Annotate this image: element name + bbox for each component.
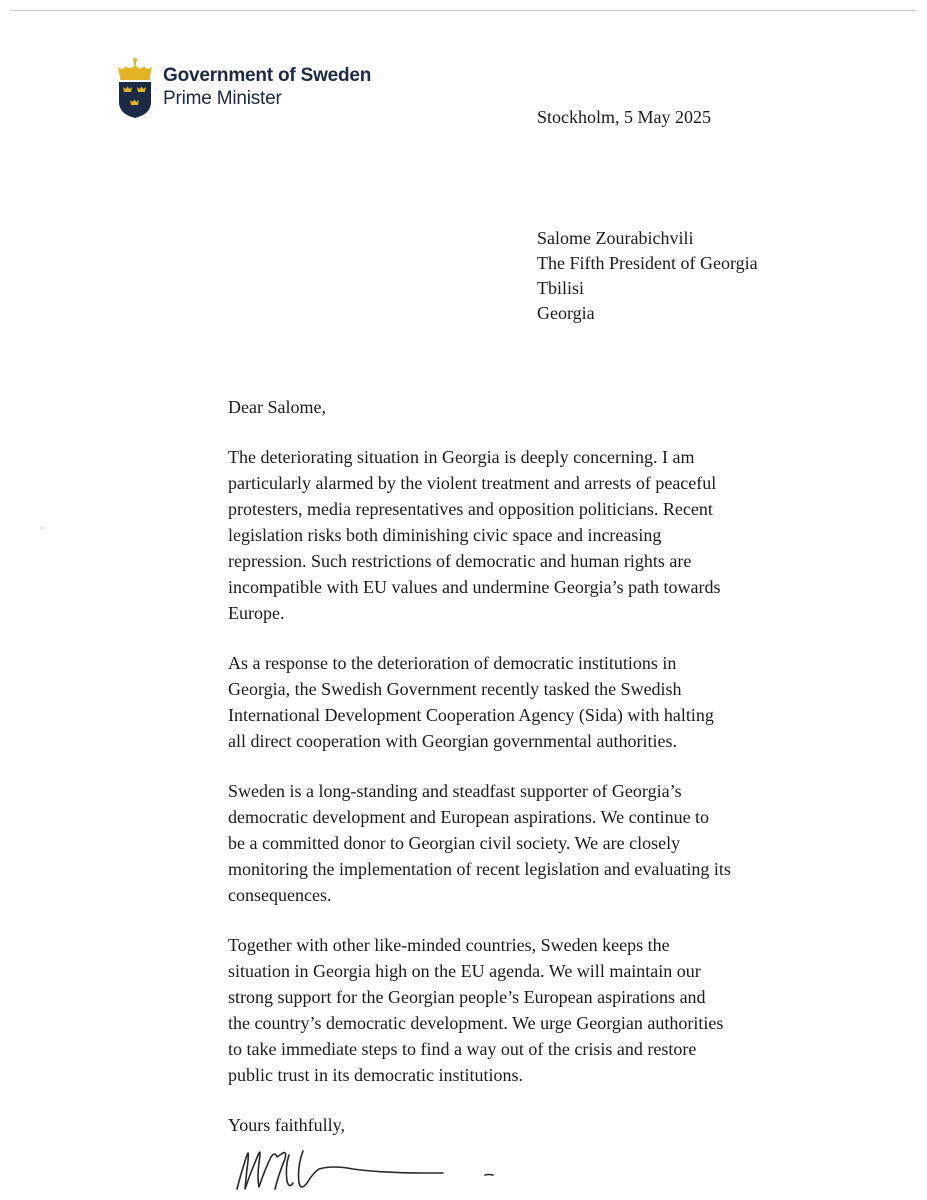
paragraph-line: repression. Such restrictions of democratic and human rights are bbox=[228, 551, 692, 571]
paragraph-line: The deteriorating situation in Georgia is deeply concerning. I am bbox=[228, 447, 695, 467]
paragraph-line: the country’s democratic development. We urge Georgian authorities bbox=[228, 1013, 724, 1033]
recipient-country: Georgia bbox=[537, 303, 595, 323]
letter-body bbox=[228, 394, 818, 1138]
place-date: Stockholm, 5 May 2025 bbox=[537, 107, 711, 127]
paragraph-line: Together with other like-minded countries, Sweden keeps the bbox=[228, 935, 670, 955]
office-name: Prime Minister bbox=[163, 88, 282, 109]
recipient-name: Salome Zourabichvili bbox=[537, 228, 694, 248]
paragraph-line: protesters, media representatives and opposition politicians. Recent bbox=[228, 499, 713, 519]
paragraph-line: International Development Cooperation Agency (Sida) with halting bbox=[228, 705, 714, 725]
paragraph-4 bbox=[228, 932, 818, 1088]
paragraph-3 bbox=[228, 778, 818, 908]
paragraph-line: public trust in its democratic institutions. bbox=[228, 1065, 523, 1085]
paragraph-line: Georgia, the Swedish Government recently tasked the Swedish bbox=[228, 679, 682, 699]
paragraph-line: democratic development and European aspirations. We continue to bbox=[228, 807, 710, 827]
paragraph-line: strong support for the Georgian people’s European aspirations and bbox=[228, 987, 706, 1007]
letterhead bbox=[163, 64, 371, 110]
paragraph-1 bbox=[228, 444, 818, 626]
paragraph-line: legislation risks both diminishing civic space and increasing bbox=[228, 525, 662, 545]
paragraph-line: all direct cooperation with Georgian governmental authorities. bbox=[228, 731, 678, 751]
paragraph-line: Sweden is a long-standing and steadfast supporter of Georgia’s bbox=[228, 781, 682, 801]
handwritten-signature-icon bbox=[233, 1143, 513, 1195]
recipient-city: Tbilisi bbox=[537, 278, 585, 298]
paragraph-line: incompatible with EU values and undermine Georgia’s path towards bbox=[228, 577, 721, 597]
three-crowns-crest-icon bbox=[115, 57, 155, 119]
paragraph-line: monitoring the implementation of recent legislation and evaluating its bbox=[228, 859, 731, 879]
scan-speck bbox=[41, 527, 43, 529]
paragraph-line: consequences. bbox=[228, 885, 332, 905]
salutation: Dear Salome, bbox=[228, 397, 326, 417]
page-edge-rule bbox=[10, 10, 917, 11]
paragraph-line: situation in Georgia high on the EU agenda. We will maintain our bbox=[228, 961, 701, 981]
paragraph-line: be a committed donor to Georgian civil society. We are closely bbox=[228, 833, 681, 853]
paragraph-line: As a response to the deterioration of democratic institutions in bbox=[228, 653, 677, 673]
organization-name: Government of Sweden bbox=[163, 65, 372, 86]
closing: Yours faithfully, bbox=[228, 1115, 346, 1135]
paragraph-line: Europe. bbox=[228, 603, 285, 623]
paragraph-line: to take immediate steps to find a way out of the crisis and restore bbox=[228, 1039, 697, 1059]
recipient-address bbox=[537, 226, 758, 326]
paragraph-2 bbox=[228, 650, 818, 754]
recipient-title: The Fifth President of Georgia bbox=[537, 253, 758, 273]
paragraph-line: particularly alarmed by the violent treatment and arrests of peaceful bbox=[228, 473, 717, 493]
